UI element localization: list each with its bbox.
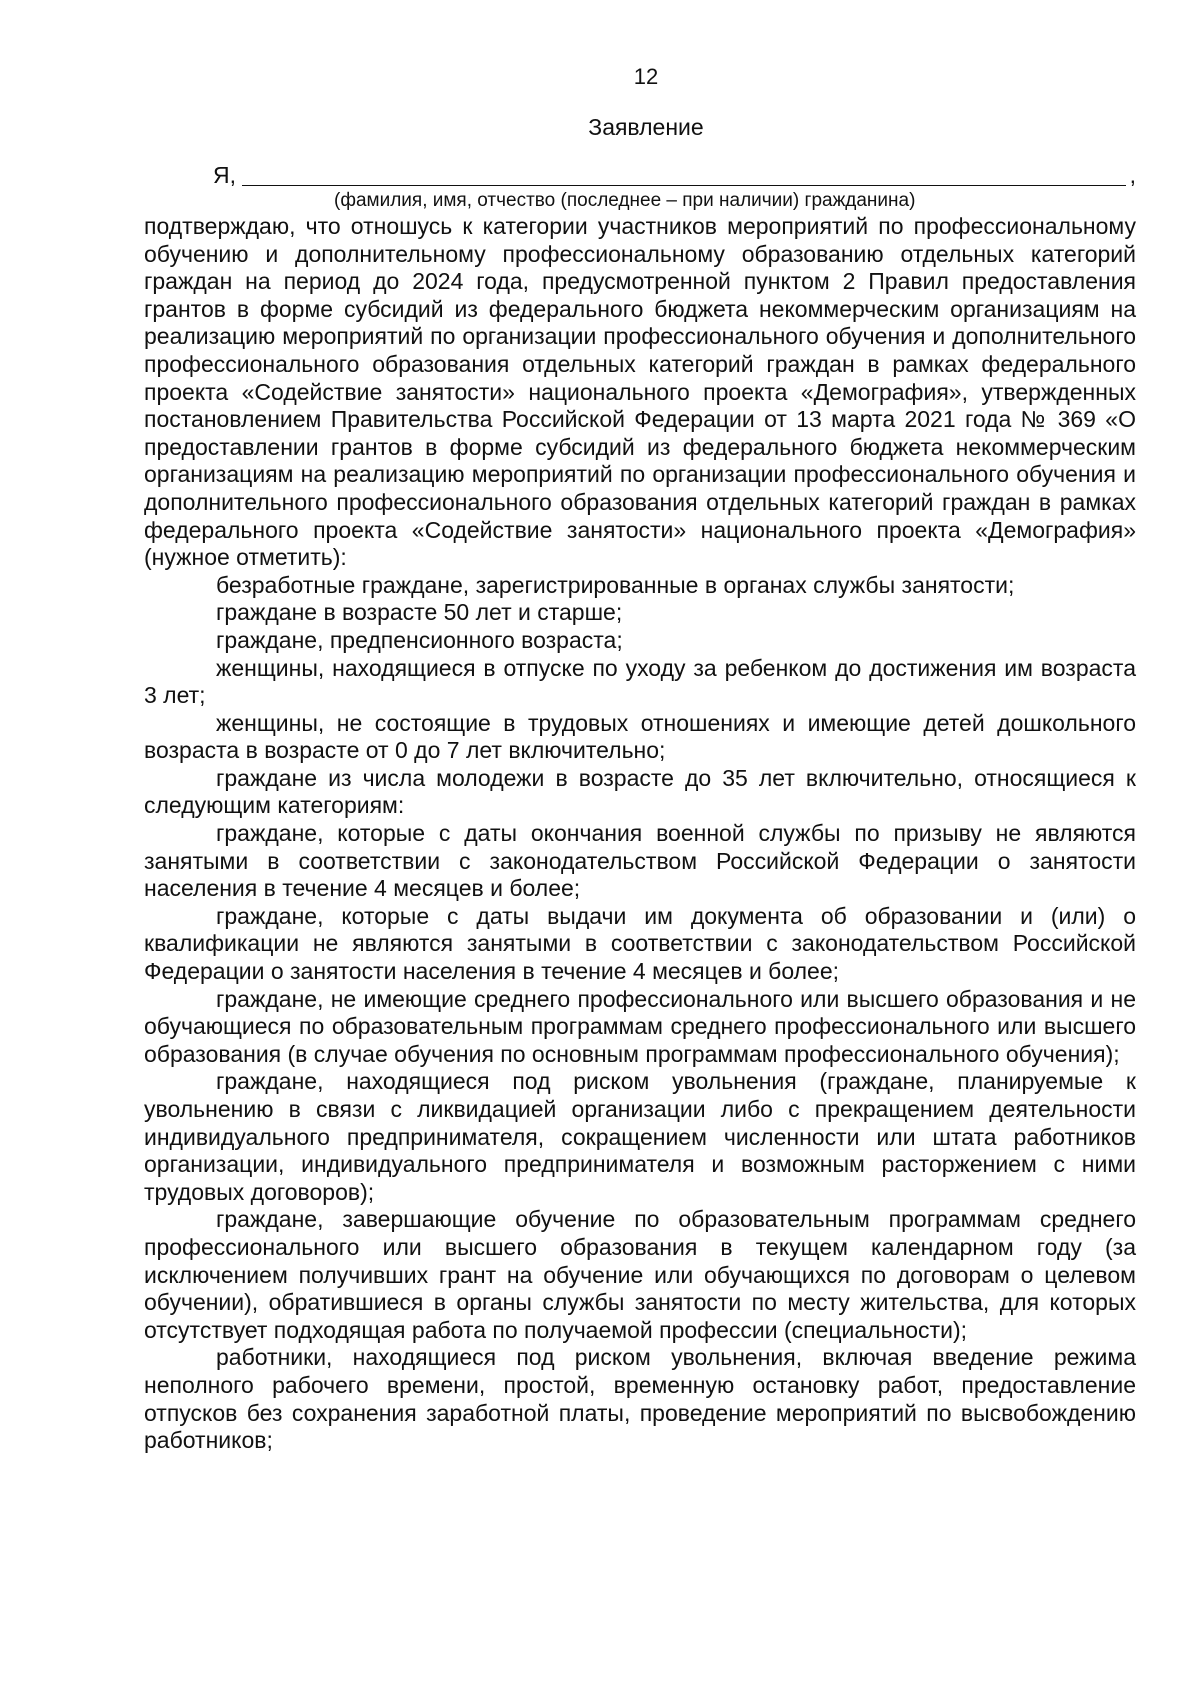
subcategory-after-education-document[interactable]: граждане, которые с даты выдачи им документа об образовании и (или) о квалификации не являются занятыми в соответствии с законодательством Российской Федерации о занятости населения в течение 4 месяцев и более; [144,902,1136,985]
category-women-parental-leave[interactable]: женщины, находящиеся в отпуске по уходу за ребенком до достижения им возраста 3 лет; [144,654,1136,709]
category-women-preschool-children[interactable]: женщины, не состоящие в трудовых отношениях и имеющие детей дошкольного возраста в возрасте от 0 до 7 лет включительно; [144,709,1136,764]
subcategory-graduating-students[interactable]: граждане, завершающие обучение по образовательным программам среднего профессионального или высшего образования в текущем календарном году (за исключением получивших грант на обучение или обучающихся по договорам о целевом обучении), обратившиеся в органы службы занятости по месту жительства, для которых отсутствует подходящая работа по получаемой профессии (специальности); [144,1206,1136,1343]
subcategory-no-vocational-education[interactable]: граждане, не имеющие среднего профессионального или высшего образования и не обучающиеся по образовательным программам среднего профессионального или высшего образования (в случае обучения по основным программам профессионального обучения); [144,985,1136,1067]
page-number: 12 [633,64,659,89]
name-suffix: , [1129,162,1136,188]
intro-paragraph: подтверждаю, что отношусь к категории участников мероприятий по профессиональному обучению и дополнительному профессиональному образованию отдельных категорий граждан на период до 2024 года, предусмотренной пунктом 2 Правил предоставления грантов в форме субсидий из федерального бюджета некоммерческим организациям на реализацию мероприятий по организации профессионального обучения и дополнительного профессионального образования отдельных категорий граждан в рамках федерального проекта «Содействие занятости» национального проекта «Демография», утвержденных постановлением Правительства Российской Федерации от 13 марта 2021 года № 369 «О предоставлении грантов в форме субсидий из федерального бюджета некоммерческим организациям на реализацию мероприятий по организации профессионального обучения и дополнительного профессионального образования отдельных категорий граждан в рамках федерального проекта «Содействие занятости» национального проекта «Демография» (нужное отметить): [144,213,1136,571]
subcategory-after-military-service[interactable]: граждане, которые с даты окончания военной службы по призыву не являются занятыми в соответствии с законодательством Российской Федерации о занятости населения в течение 4 месяцев и более; [144,820,1136,902]
category-workers-risk-of-dismissal[interactable]: работники, находящиеся под риском увольнения, включая введение режима неполного рабочего времени, простой, временную остановку работ, предоставление отпусков без сохранения заработной платы, проведение мероприятий по высвобождению работников; [144,1344,1136,1454]
category-age-50-plus[interactable]: граждане в возрасте 50 лет и старше; [216,599,623,626]
document-page [144,62,1136,1455]
category-youth-under-35[interactable]: граждане из числа молодежи в возрасте до 35 лет включительно, относящиеся к следующим категориям: [144,764,1136,819]
applicant-name-field[interactable] [242,165,1126,186]
name-prefix: Я, [213,162,236,188]
category-pre-pension[interactable]: граждане, предпенсионного возраста; [216,626,623,653]
applicant-name-line [144,162,1136,189]
document-title: Заявление [588,114,704,140]
name-field-caption: (фамилия, имя, отчество (последнее – при наличии) гражданина) [334,190,916,211]
subcategory-risk-of-dismissal[interactable]: граждане, находящиеся под риском увольнения (граждане, планируемые к увольнению в связи с ликвидацией организации либо с прекращением деятельности индивидуального предпринимателя, сокращением численности или штата работников организации, индивидуального предпринимателя и возможным расторжением с ними трудовых договоров); [144,1068,1136,1205]
category-unemployed[interactable]: безработные граждане, зарегистрированные в органах службы занятости; [216,571,1015,598]
